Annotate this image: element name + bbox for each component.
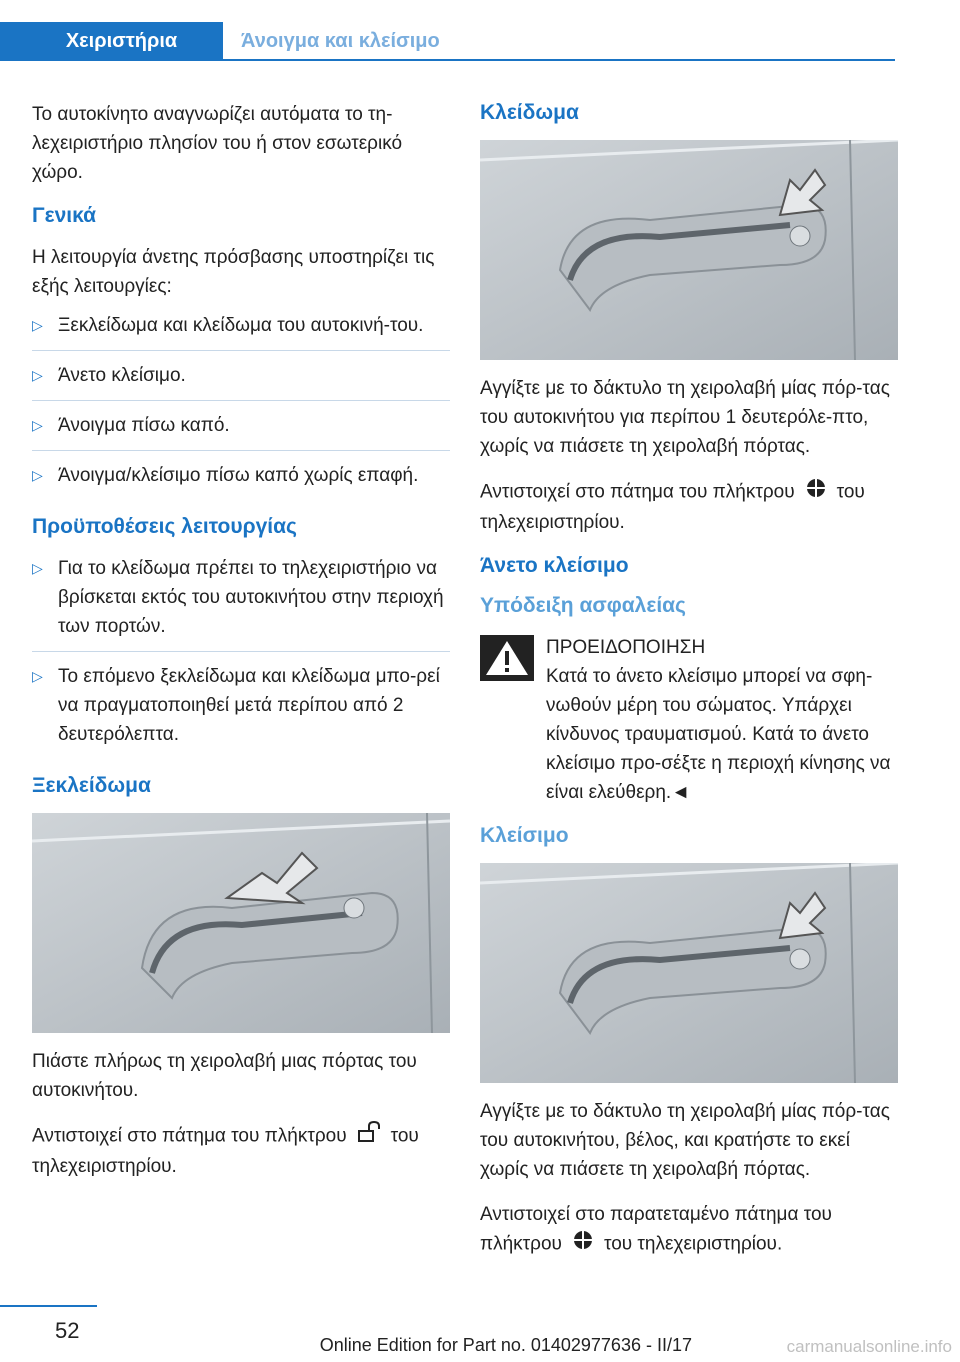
unlock-text: Πιάστε πλήρως τη χειρολαβή μιας πόρτας του αυτοκινήτου.: [32, 1051, 417, 1101]
page-header: [0, 0, 895, 60]
tab-chapter[interactable]: Χειριστήρια: [0, 22, 223, 60]
door-handle-lock-image: [480, 140, 898, 360]
closing-equivalent: Αντιστοιχεί στο παρατεταμένο πάτημα του πλήκτρου του τηλεχειριστηρίου.: [480, 1200, 898, 1260]
warning-box: [480, 633, 898, 807]
list-item: ▷ Άνοιγμα/κλείσιμο πίσω καπό χωρίς επαφή.: [32, 461, 450, 500]
general-heading: Γενικά: [32, 204, 97, 227]
warning-text: Κατά το άνετο κλείσιμο μπορεί να σφη-νωθούν μέρη του σώματος. Υπάρχει κίνδυνος τραυματισμού. Κατά το άνετο κλείσιμο προ-σέξτε η περιοχή κίνησης να είναι ελεύθερη.◄: [546, 666, 891, 803]
intro-text: Το αυτοκίνητο αναγνωρίζει αυτόματα το τη-λεχειριστήριο πλησίον του ή στον εσωτερικό χώρο.: [32, 104, 403, 183]
triangle-bullet-icon: ▷: [32, 317, 43, 333]
list-item: ▷ Άνοιγμα πίσω καπό.: [32, 411, 450, 451]
list-item: ▷ Το επόμενο ξεκλείδωμα και κλείδωμα μπο-ρεί να πραγματοποιηθεί μετά περίπου από 2 δευτερόλεπτα.: [32, 662, 450, 759]
header-divider: [0, 59, 895, 61]
triangle-bullet-icon: ▷: [32, 367, 43, 383]
list-item: ▷ Ξεκλείδωμα και κλείδωμα του αυτοκινή-του.: [32, 311, 450, 351]
page-number-divider: [0, 1305, 97, 1307]
edition-footer: Online Edition for Part no. 01402977636 - II/17: [319, 1335, 692, 1355]
page-number: 52: [55, 1318, 80, 1343]
warning-title: ΠΡΟΕΙΔΟΠΟΙΗΣΗ: [546, 637, 706, 658]
triangle-bullet-icon: ▷: [32, 560, 43, 576]
prerequisites-list: [32, 554, 450, 759]
lock-equivalent: Αντιστοιχεί στο πάτημα του πλήκτρου του τηλεχειριστηρίου.: [480, 477, 898, 537]
closing-text: Αγγίξτε με το δάκτυλο τη χειρολαβή μίας πόρ-τας του αυτοκινήτου, βέλος, και κρατήστε το εκεί χωρίς να πιάσετε τη χειρολαβή πόρτας.: [480, 1101, 890, 1180]
triangle-bullet-icon: ▷: [32, 467, 43, 483]
unlock-key-icon: [357, 1121, 381, 1152]
comfort-close-heading: Άνετο κλείσιμο: [480, 554, 629, 577]
lock-heading: Κλείδωμα: [480, 101, 579, 124]
closing-heading: Κλείσιμο: [480, 824, 569, 847]
lock-key-icon: [805, 477, 827, 508]
list-item: ▷ Για το κλείδωμα πρέπει το τηλεχειριστήριο να βρίσκεται εκτός του αυτοκινήτου στην περιοχή των πορτών.: [32, 554, 450, 652]
left-column: [32, 100, 450, 1197]
triangle-bullet-icon: ▷: [32, 417, 43, 433]
triangle-bullet-icon: ▷: [32, 668, 43, 684]
unlock-equivalent: Αντιστοιχεί στο πάτημα του πλήκτρου του τηλεχειριστηρίου.: [32, 1121, 450, 1181]
general-text: Η λειτουργία άνετης πρόσβασης υποστηρίζει τις εξής λειτουργίες:: [32, 247, 435, 297]
tab-section[interactable]: Άνοιγμα και κλείσιμο: [241, 29, 440, 52]
function-list: [32, 311, 450, 500]
lock-text: Αγγίξτε με το δάκτυλο τη χειρολαβή μίας πόρ-τας του αυτοκινήτου για περίπου 1 δευτερόλε-πτο, χωρίς να πιάσετε τη χειρολαβή πόρτας.: [480, 378, 890, 457]
list-item: ▷ Άνετο κλείσιμο.: [32, 361, 450, 401]
lock-key-icon: [572, 1229, 594, 1260]
right-column: [480, 100, 898, 1276]
prerequisites-heading: Προϋποθέσεις λειτουργίας: [32, 515, 297, 538]
door-handle-unlock-image: [32, 813, 450, 1033]
door-handle-closing-image: [480, 863, 898, 1083]
watermark: carmanualsonline.info: [786, 1337, 952, 1356]
safety-heading: Υπόδειξη ασφαλείας: [480, 594, 686, 617]
warning-triangle-icon: [480, 635, 534, 681]
unlock-heading: Ξεκλείδωμα: [32, 774, 151, 797]
